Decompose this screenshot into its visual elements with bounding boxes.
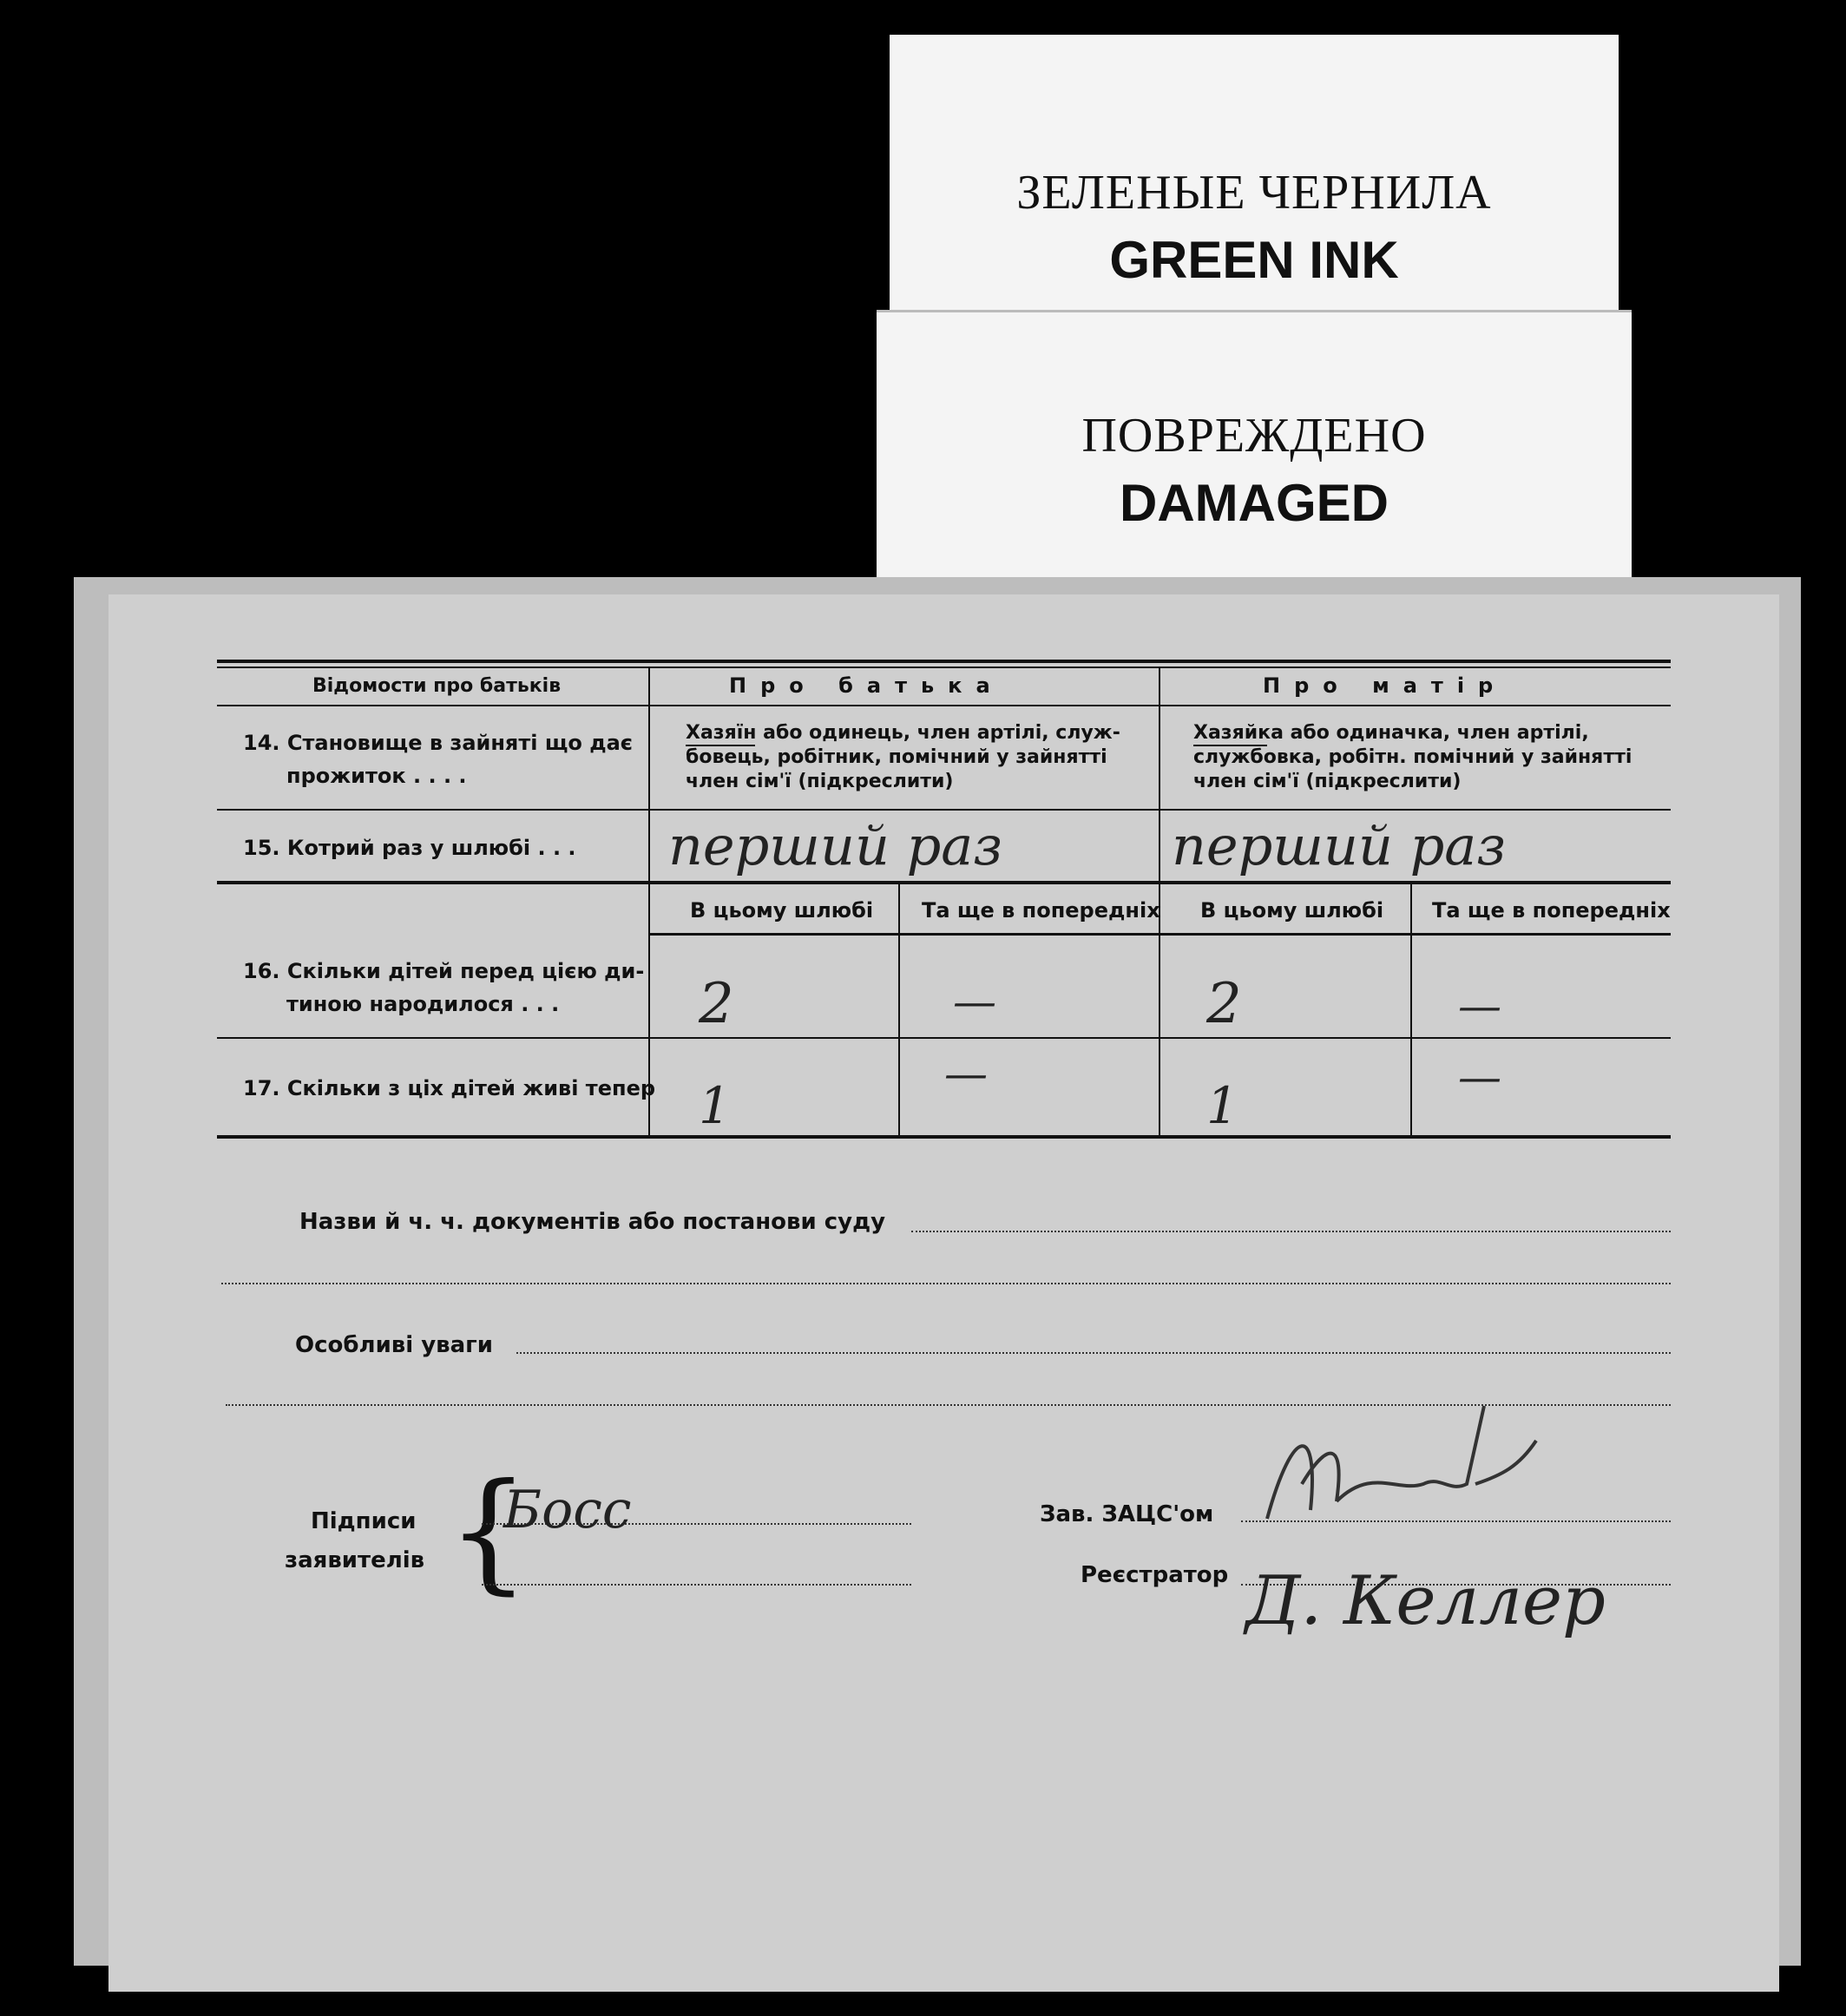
table-top-rule <box>217 660 1671 663</box>
applicant-signature-line-2 <box>482 1584 911 1586</box>
row15-label: 15. Котрий раз у шлюбі . . . <box>243 836 576 860</box>
head-signature-mark <box>1250 1389 1562 1536</box>
col-divider-father-sub <box>898 883 900 1137</box>
table-top-rule-thin <box>217 667 1671 668</box>
registrar-signature: Д. Келлер <box>1245 1562 1606 1640</box>
header-father: Про батька <box>729 673 1004 698</box>
row16-mother-this: 2 <box>1206 972 1242 1036</box>
row15-rule <box>217 881 1671 884</box>
documents-label: Назви й ч. ч. документів або постанови суду <box>299 1209 886 1235</box>
applicants-brace: { <box>447 1456 530 1607</box>
subheader-mother-this: В цьому шлюбі <box>1200 898 1384 923</box>
header-rule <box>217 705 1671 706</box>
green-ink-label-en: GREEN INK <box>1109 231 1399 289</box>
row17-father-prev: — <box>944 1048 988 1099</box>
notes-field-line <box>516 1352 1671 1354</box>
table-bottom-rule <box>217 1135 1671 1139</box>
green-ink-label-card <box>890 35 1619 347</box>
row14-mother-underline <box>1193 745 1267 746</box>
row16-father-prev: — <box>953 976 996 1027</box>
applicant-signature: Босс <box>503 1480 632 1540</box>
applicants-signatures-label-1: Підписи <box>311 1508 417 1534</box>
row15-mother-value: перший раз <box>1172 814 1507 877</box>
row16-rule <box>217 1037 1671 1039</box>
notes-label: Особливі уваги <box>295 1332 493 1358</box>
row17-mother-prev: — <box>1458 1052 1501 1102</box>
row16-mother-prev: — <box>1458 981 1501 1031</box>
header-parents: Відомости про батьків <box>312 675 562 697</box>
col-divider-mother-sub <box>1410 883 1412 1137</box>
documents-field-line <box>911 1231 1671 1232</box>
parents-info-table <box>217 660 1671 1137</box>
head-zags-label: Зав. ЗАЦС'ом <box>1040 1501 1214 1527</box>
subheader-father-prev: Та ще в попередніх <box>922 898 1160 923</box>
row14-label-line1: 14. Становище в зайняті що дає <box>243 731 633 755</box>
row14-label-line2: прожиток . . . . <box>286 764 467 788</box>
subheader-mother-prev: Та ще в попередніх <box>1432 898 1671 923</box>
green-ink-label-ru: ЗЕЛЕНЫЕ ЧЕРНИЛА <box>1016 166 1492 220</box>
documents-field-line-2 <box>221 1283 1671 1284</box>
row14-father-line1: Хазяїн або одинець, член артілі, служ- <box>686 722 1120 744</box>
row14-father-line2: бовець, робітник, помічний у зайнятті <box>686 746 1107 768</box>
row17-father-this: 1 <box>699 1076 731 1135</box>
header-mother: Про матір <box>1263 673 1508 698</box>
row16-label-line2: тиною народилося . . . <box>286 992 560 1016</box>
row14-rule <box>217 809 1671 811</box>
row16-label-line1: 16. Скільки дітей перед цією ди- <box>243 959 645 983</box>
applicants-signatures-label-2: заявителів <box>285 1547 425 1573</box>
subheader-father-this: В цьому шлюбі <box>690 898 874 923</box>
row14-mother-line3: член сім'ї (підкреслити) <box>1193 771 1462 792</box>
row16-father-this: 2 <box>699 972 734 1036</box>
damaged-label-en: DAMAGED <box>1120 474 1389 532</box>
col-divider-1 <box>648 668 650 1137</box>
row14-mother-line1: Хазяйка або одиначка, член артілі, <box>1193 722 1589 744</box>
row14-mother-line2: службовка, робітн. помічний у зайнятті <box>1193 746 1632 768</box>
row14-father-underline <box>686 745 755 746</box>
damaged-label-card <box>877 312 1632 603</box>
row17-label: 17. Скільки з ціх дітей живі тепер <box>243 1076 656 1100</box>
damaged-label-ru: ПОВРЕЖДЕНО <box>1081 409 1427 463</box>
row17-mother-this: 1 <box>1206 1076 1238 1135</box>
row14-father-line3: член сім'ї (підкреслити) <box>686 771 954 792</box>
registrar-label: Реєстратор <box>1081 1562 1229 1588</box>
row15-father-value: перший раз <box>668 814 1003 877</box>
